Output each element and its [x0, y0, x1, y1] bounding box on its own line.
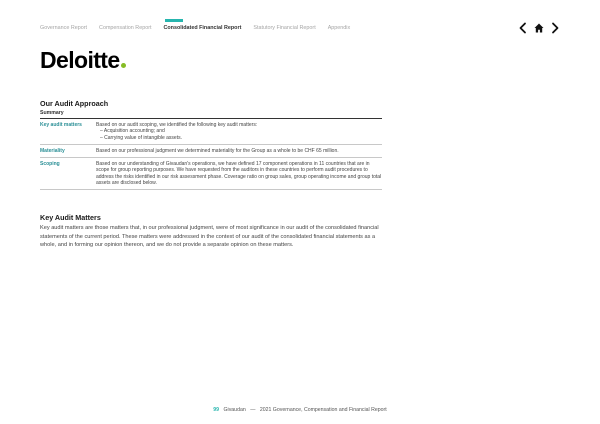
footer-separator: —: [250, 407, 256, 413]
tab-consolidated-financial-report[interactable]: Consolidated Financial Report: [164, 24, 242, 34]
row-value: Based on our professional judgment we determined materiality for the Group as a whole to be CHF 65 million.: [96, 147, 339, 154]
audit-approach-table: [40, 118, 382, 190]
row-key: Materiality: [40, 147, 65, 154]
report-navigation: [40, 24, 350, 34]
row-key: Key audit matters: [40, 122, 82, 128]
summary-label: Summary: [40, 110, 64, 116]
footer-company: Givaudan: [223, 407, 246, 413]
tab-governance-report[interactable]: Governance Report: [40, 25, 88, 31]
page-number: 99: [213, 407, 220, 413]
section-title-key-audit-matters: Key Audit Matters: [40, 213, 101, 222]
logo-wordmark: Deloitte: [40, 47, 120, 73]
chevron-right-icon[interactable]: [550, 21, 560, 33]
tab-appendix[interactable]: Appendix: [327, 25, 351, 31]
tab-statutory-financial-report[interactable]: Statutory Financial Report: [253, 25, 316, 31]
list-item: – Acquisition accounting; and: [100, 128, 165, 135]
key-audit-matters-paragraph: Key audit matters are those matters that, in our professional judgment, were of most significance in our audit of the consolidated financial statements of the current period. These matters were addressed in the context of our audit of the consolidated financial statements as a whole, and in forming our opinion thereon, and we do not provide a separate opinion on these matters.: [40, 225, 379, 248]
deloitte-logo: [40, 47, 126, 74]
list-item: – Carrying value of intangible assets.: [100, 134, 182, 141]
table-row-key-audit-matters: [40, 119, 382, 145]
page-navigation-controls: [518, 21, 560, 33]
page-footer: [0, 407, 600, 413]
row-value: [96, 122, 382, 141]
row-value-intro: Based on our audit scoping, we identified the following key audit matters:: [96, 122, 258, 128]
tab-compensation-report[interactable]: Compensation Report: [99, 25, 152, 31]
section-title-audit-approach: Our Audit Approach: [40, 99, 109, 108]
logo-dot: [121, 63, 127, 69]
row-value: Based on our understanding of Givaudan's operations, we have defined 17 component operations in 11 countries that are in scope for group reporting purposes. We have requested from the auditors in these countries to perform audit procedures to address the risks identified in our risk assessment phase. Coverage ratio on group sales, group operating income and group total assets are disclosed below.: [96, 161, 382, 187]
row-key: Scoping: [40, 161, 60, 168]
chevron-left-icon[interactable]: [518, 21, 528, 33]
home-icon[interactable]: [534, 21, 544, 33]
footer-report-title: 2021 Governance, Compensation and Financial Report: [259, 407, 387, 413]
table-row-scoping: [40, 158, 382, 190]
table-row-materiality: [40, 145, 382, 158]
